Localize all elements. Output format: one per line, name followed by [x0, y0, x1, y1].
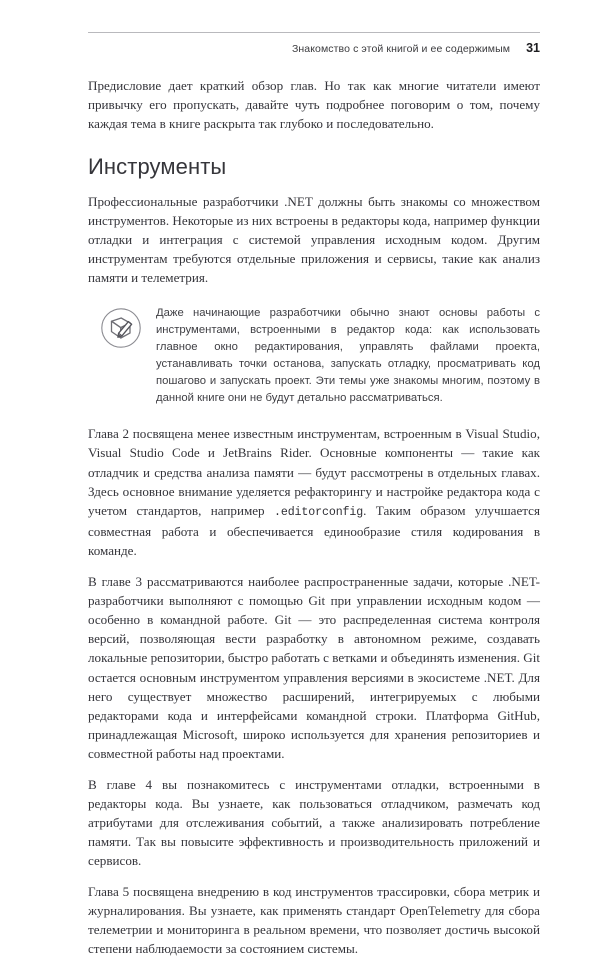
text-column — [88, 76, 540, 958]
paragraph-chapter3: В главе 3 рассматриваются наиболее распространенные задачи, которые .NET-разработчики выполняют с помощью Git при управлении исходным кодом — особенно в командной работе. Git — это распределенная система контроля версий, позволяющая вести разработку в автономном режиме, создавать локальные репозитории, быстро работать с ветками и объединять изменения. Git остается основным инструментом управления версиями в экосистеме .NET. Для него существует множество расширений, интегрируемых с любыми редакторами кода и интерфейсами командной строки. Платформа GitHub, принадлежащая Microsoft, широко используется для хранения репозиториев и совместной работы над проектами. — [88, 573, 540, 762]
header-line — [88, 33, 540, 55]
paragraph-chapter5: Глава 5 посвящена внедрению в код инструментов трассировки, сбора метрик и журналирования. Вы узнаете, как применять стандарт OpenTelemetry для сбора телеметрии и мониторинга в реальном времени, что позволяет достичь высокой степени наблюдаемости за состоянием системы. — [88, 883, 540, 957]
paragraph-chapter2-part1: Глава 2 посвящена менее известным инструментам, встроенным в Visual Studio, Visual Studio Code и JetBrains Rider. Основные компоненты — такие как отладчик и средства анализа памяти — будут рассмотрены в отдельных главах. Здесь основное внимание уделяется рефакторингу и настройке редактора кода с учетом стандартов, например — [88, 426, 540, 518]
note-pencil-icon — [100, 307, 142, 349]
section-heading-tools: Инструменты — [88, 153, 227, 179]
paragraph-intro: Предисловие дает краткий обзор глав. Но так как многие читатели имеют привычку его пропускать, давайте чуть подробнее поговорим о том, почему каждая тема в книге раскрыта так глубоко и последовательно. — [88, 78, 540, 132]
note-callout-text: Даже начинающие разработчики обычно знают основы работы с инструментами, встроенными в редактор кода: как использовать главное окно редактирования, управлять файлами проекта, устанавливать точки останова, запускать отладку, просматривать код пошагово и запускать проект. Эти темы уже знакомы многим, поэтому в данной книге они не будут детально рассматриваться. — [156, 306, 540, 405]
running-head-title: Знакомство с этой книгой и ее содержимым — [291, 43, 511, 55]
paragraph-chapter2 — [88, 424, 540, 560]
inline-code-editorconfig: .editorconfig — [273, 506, 364, 519]
paragraph-chapter2-part2: . Таким образом улучшается совместная работа и обеспечивается единообразие стиля кодирования в команде. — [88, 503, 540, 559]
running-head — [88, 32, 540, 55]
paragraph-tools-intro: Профессиональные разработчики .NET должны быть знакомы со множеством инструментов. Некоторые из них встроены в редакторы кода, например функции отладки и интеграция с системой управления исходным кодом. Другим инструментам требуются отдельные приложения и сервисы, такие как анализ памяти и телеметрия. — [88, 193, 540, 286]
paragraph-chapter4: В главе 4 вы познакомитесь с инструментами отладки, встроенными в редакторы кода. Вы узнаете, как пользоваться отладчиком, размечать код атрибутами для отслеживания событий, а также анализировать потребление памяти. Так вы повысите эффективность и производительность приложений и сервисов. — [88, 776, 540, 869]
page-number: 31 — [526, 41, 540, 55]
note-callout — [88, 305, 540, 408]
